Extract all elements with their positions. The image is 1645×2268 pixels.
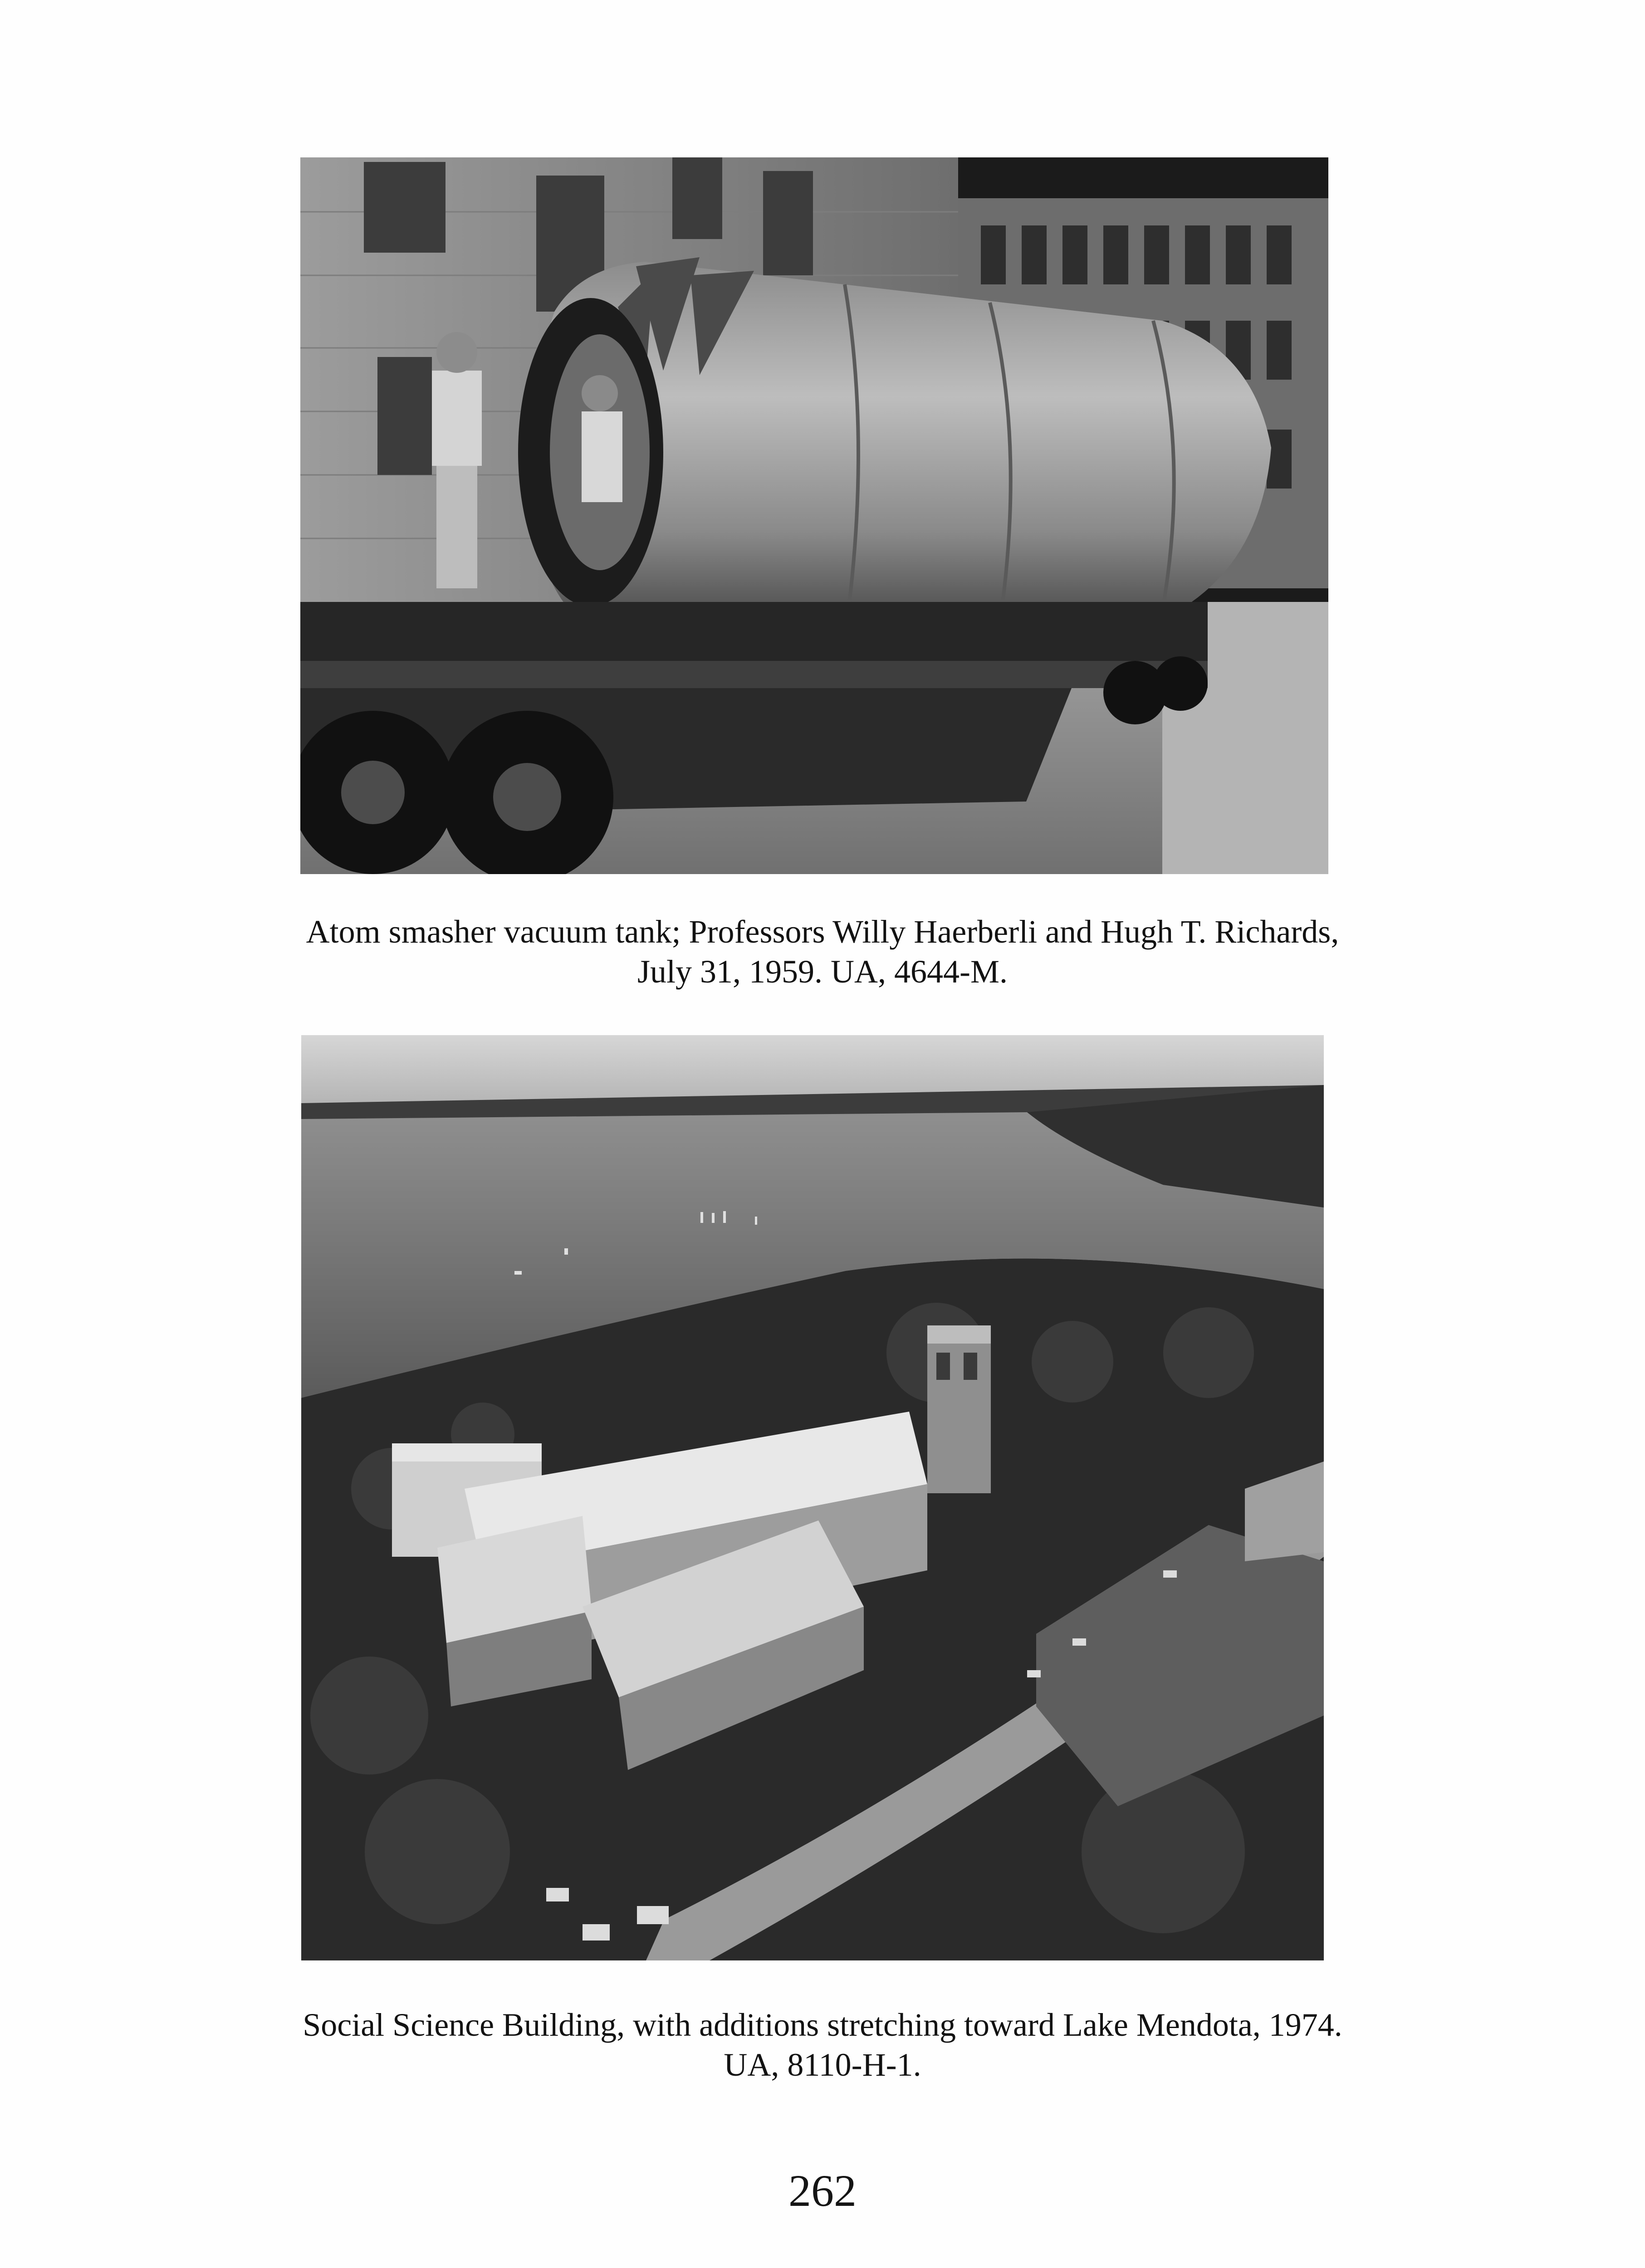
atom-smasher-caption — [227, 912, 1418, 992]
page-number: 262 — [788, 2165, 857, 2216]
atom-smasher-photo — [300, 157, 1328, 874]
social-science-aerial-image — [301, 1035, 1324, 1960]
caption-line: UA, 8110-H-1. — [724, 2047, 921, 2083]
social-science-building-photo — [301, 1035, 1324, 1960]
atom-smasher-image — [300, 157, 1328, 874]
caption-line: Social Science Building, with additions stretching toward Lake Mendota, 1974. — [303, 2007, 1342, 2043]
social-science-caption — [227, 2005, 1418, 2085]
caption-line: Atom smasher vacuum tank; Professors Willy Haerberli and Hugh T. Richards, — [306, 914, 1339, 950]
caption-line: July 31, 1959. UA, 4644-M. — [637, 953, 1008, 990]
